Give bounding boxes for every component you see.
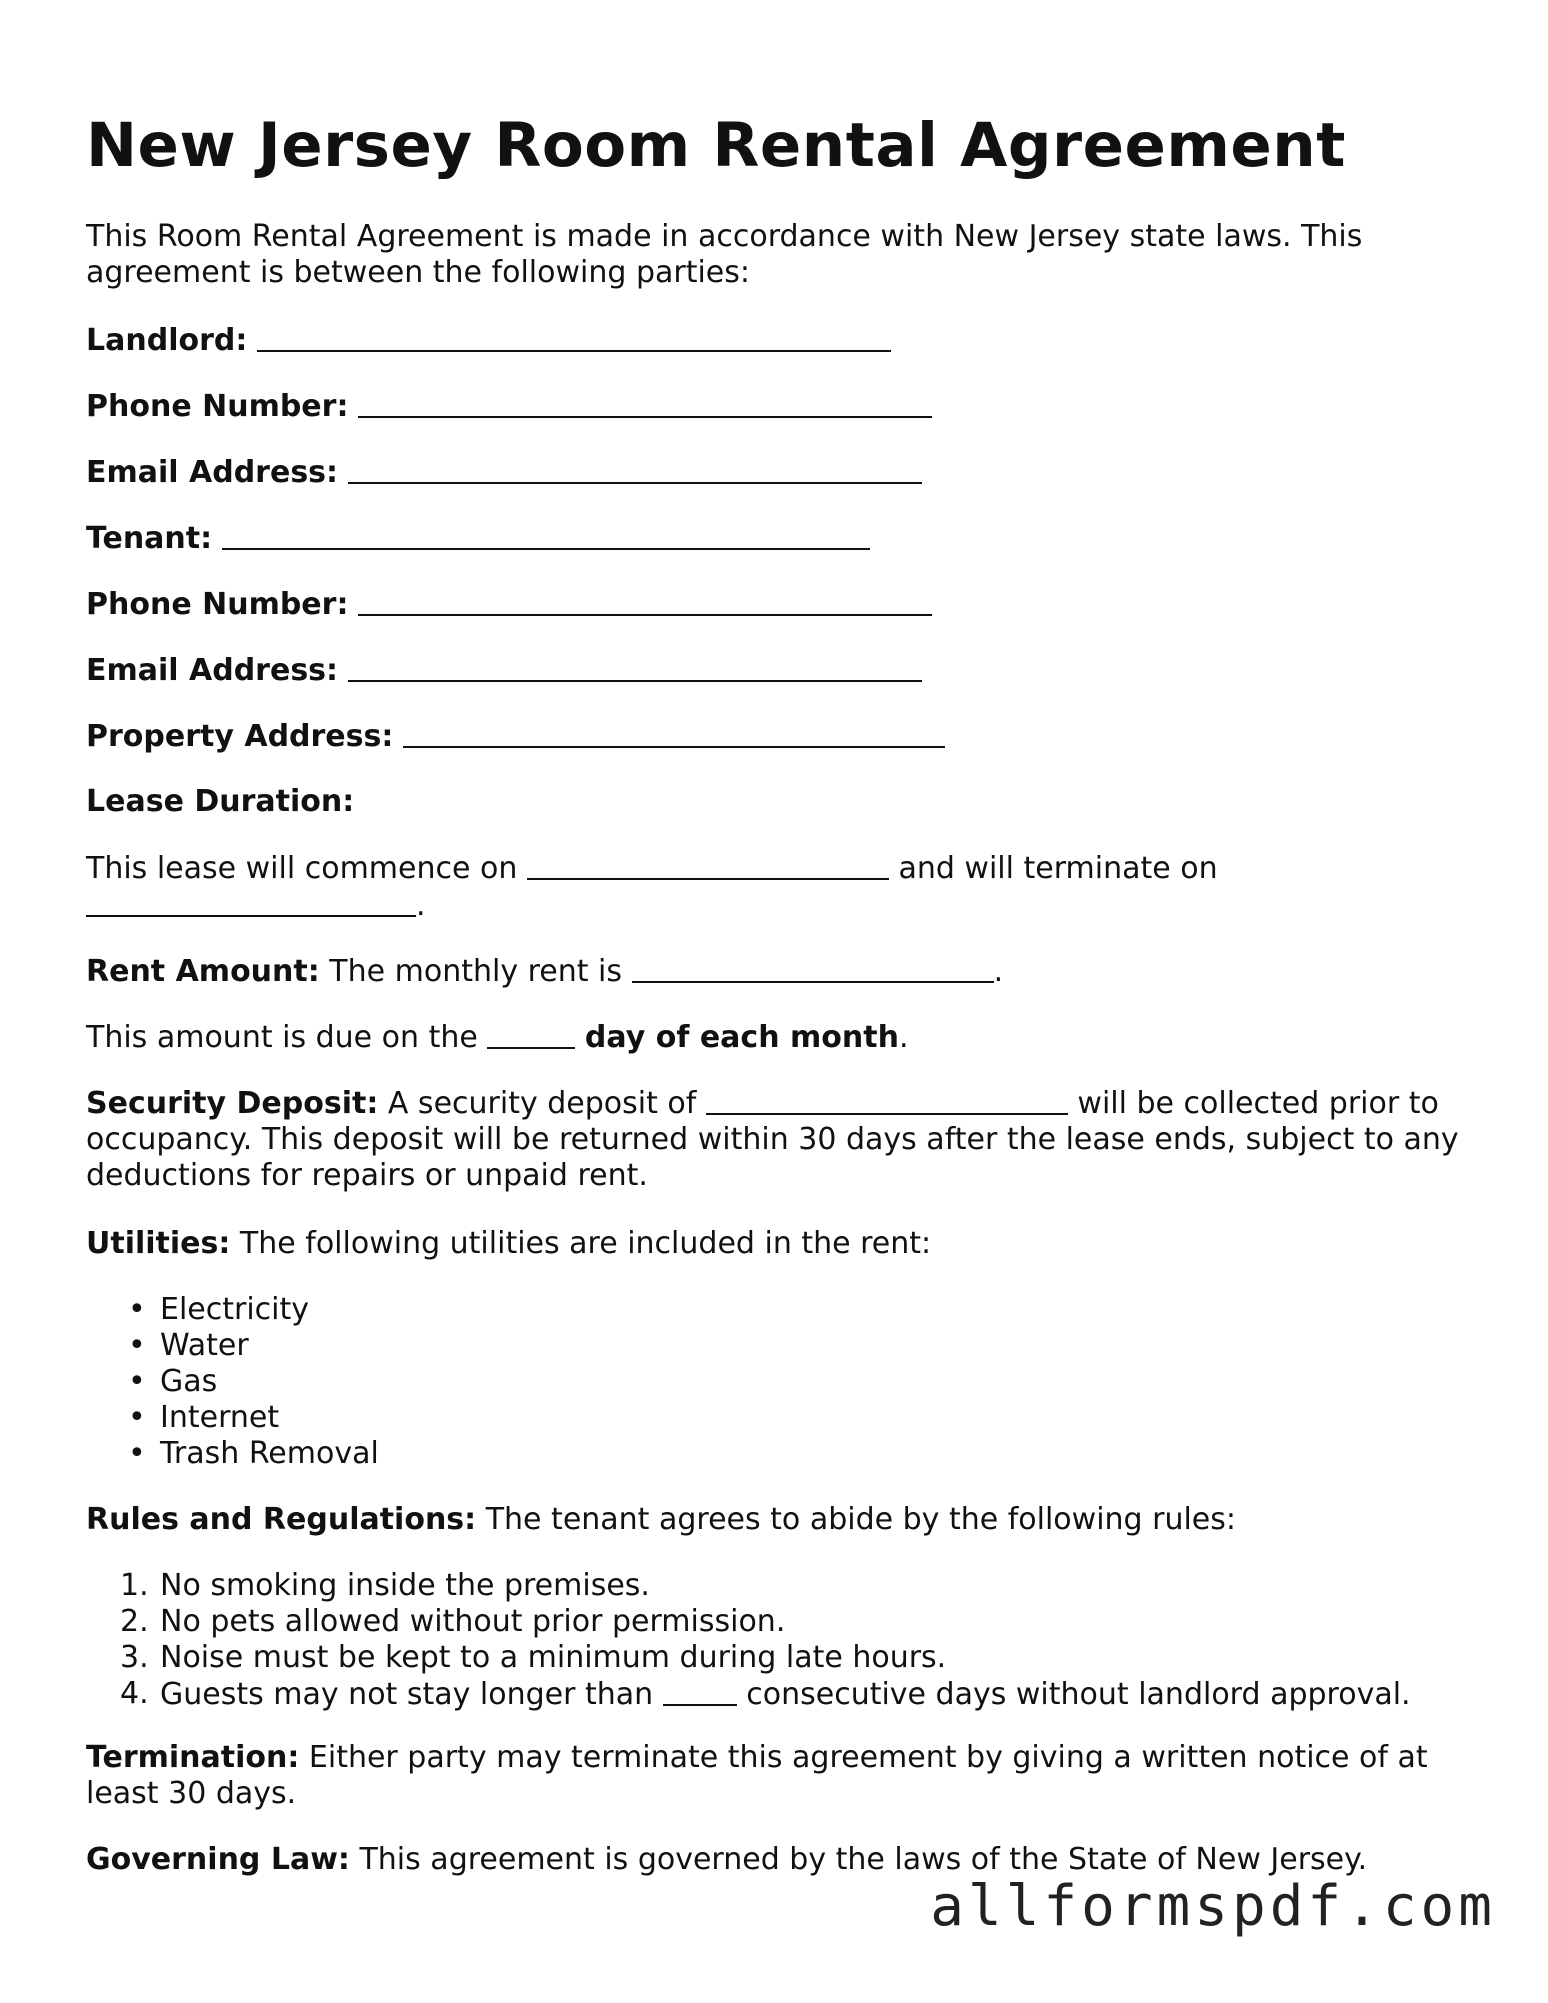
landlord-field — [86, 322, 1476, 359]
list-item — [86, 1364, 379, 1400]
rule-item: Noise must be kept to a minimum during late hours. — [160, 1640, 947, 1675]
security-deposit-blank[interactable] — [706, 1087, 1068, 1115]
rent-amount-label: Rent Amount: — [86, 954, 320, 989]
lease-end-punct: . — [416, 888, 426, 923]
rules-label: Rules and Regulations: — [86, 1502, 477, 1537]
lease-end-date-blank[interactable] — [86, 889, 416, 917]
list-number: 4. — [120, 1676, 149, 1711]
list-item — [86, 1292, 379, 1328]
tenant-email-blank[interactable] — [348, 654, 922, 682]
property-address-label: Property Address: — [86, 719, 394, 754]
tenant-email-field — [86, 652, 1476, 689]
security-deposit-text-start: A security deposit of — [387, 1086, 697, 1121]
rule-item-start: Guests may not stay longer than — [160, 1677, 654, 1712]
rules-list — [86, 1568, 1411, 1713]
landlord-label: Landlord: — [86, 323, 248, 358]
termination-paragraph — [86, 1740, 1476, 1812]
rent-amount-punct: . — [993, 954, 1004, 989]
bullet-icon: • — [128, 1292, 146, 1327]
utility-item: Trash Removal — [160, 1436, 379, 1471]
tenant-phone-field — [86, 586, 1476, 623]
lease-start-text: This lease will commence on — [86, 851, 518, 886]
tenant-phone-label: Phone Number: — [86, 587, 349, 622]
list-item — [86, 1640, 1411, 1676]
landlord-email-field — [86, 454, 1476, 491]
landlord-email-blank[interactable] — [348, 456, 922, 484]
landlord-blank[interactable] — [257, 324, 891, 352]
list-number: 3. — [120, 1640, 149, 1675]
utility-item: Water — [160, 1328, 249, 1363]
list-item — [86, 1436, 379, 1472]
utilities-heading — [86, 1226, 1476, 1262]
rent-amount-text: The monthly rent is — [329, 954, 623, 989]
list-item — [86, 1676, 1411, 1713]
rule-item: No pets allowed without prior permission. — [160, 1604, 786, 1639]
utilities-text: The following utilities are included in the rent: — [239, 1226, 932, 1261]
tenant-phone-blank[interactable] — [358, 588, 932, 616]
rent-due-bold: day of each month — [584, 1020, 899, 1055]
rent-amount-blank[interactable] — [632, 955, 994, 983]
termination-text: Either party may terminate this agreement by giving a written notice of at least 30 days. — [86, 1740, 1428, 1811]
rule-item-end: consecutive days without landlord approval. — [746, 1677, 1411, 1712]
landlord-phone-field — [86, 388, 1476, 425]
lease-mid-text: and will terminate on — [898, 851, 1218, 886]
security-deposit-text-rest: will be collected prior to occupancy. This deposit will be returned within 30 days after the lease ends, subject to any deductions for repairs or unpaid rent. — [86, 1086, 1459, 1193]
utilities-list — [86, 1292, 379, 1472]
lease-start-date-blank[interactable] — [527, 852, 889, 880]
tenant-blank[interactable] — [222, 522, 870, 550]
lease-duration-text — [86, 850, 1476, 924]
governing-law-text: This agreement is governed by the laws of the State of New Jersey. — [359, 1842, 1368, 1877]
rent-due-day-blank[interactable] — [487, 1021, 575, 1049]
rent-due-field — [86, 1019, 1476, 1056]
bullet-icon: • — [128, 1436, 146, 1471]
tenant-field — [86, 520, 1476, 557]
security-deposit-paragraph — [86, 1085, 1476, 1194]
bullet-icon: • — [128, 1328, 146, 1363]
landlord-phone-blank[interactable] — [358, 390, 932, 418]
utility-item: Electricity — [160, 1292, 310, 1327]
list-item — [86, 1400, 379, 1436]
bullet-icon: • — [128, 1364, 146, 1399]
tenant-email-label: Email Address: — [86, 653, 339, 688]
rent-due-punct: . — [898, 1020, 909, 1055]
rules-heading — [86, 1502, 1476, 1538]
rule-item: No smoking inside the premises. — [160, 1568, 650, 1603]
security-deposit-label: Security Deposit: — [86, 1086, 379, 1121]
property-address-field — [86, 718, 1476, 755]
landlord-email-label: Email Address: — [86, 455, 339, 490]
utilities-label: Utilities: — [86, 1226, 231, 1261]
tenant-label: Tenant: — [86, 521, 213, 556]
list-item — [86, 1604, 1411, 1640]
rules-text: The tenant agrees to abide by the following rules: — [485, 1502, 1236, 1537]
utility-item: Gas — [160, 1364, 218, 1399]
governing-law-label: Governing Law: — [86, 1842, 350, 1877]
utility-item: Internet — [160, 1400, 280, 1435]
landlord-phone-label: Phone Number: — [86, 389, 349, 424]
guest-days-blank[interactable] — [663, 1678, 737, 1706]
bullet-icon: • — [128, 1400, 146, 1435]
list-item — [86, 1568, 1411, 1604]
termination-label: Termination: — [86, 1740, 300, 1775]
rent-due-text: This amount is due on the — [86, 1020, 478, 1055]
property-address-blank[interactable] — [403, 720, 945, 748]
intro-paragraph: This Room Rental Agreement is made in accordance with New Jersey state laws. This agreement is between the following parties: — [86, 219, 1363, 290]
page-title: New Jersey Room Rental Agreement — [86, 110, 1346, 181]
list-number: 1. — [120, 1568, 149, 1603]
lease-duration-heading: Lease Duration: — [86, 784, 355, 819]
watermark-logo: allformspdf.com — [930, 1874, 1496, 1939]
rent-amount-field — [86, 953, 1476, 990]
list-item — [86, 1328, 379, 1364]
list-number: 2. — [120, 1604, 149, 1639]
